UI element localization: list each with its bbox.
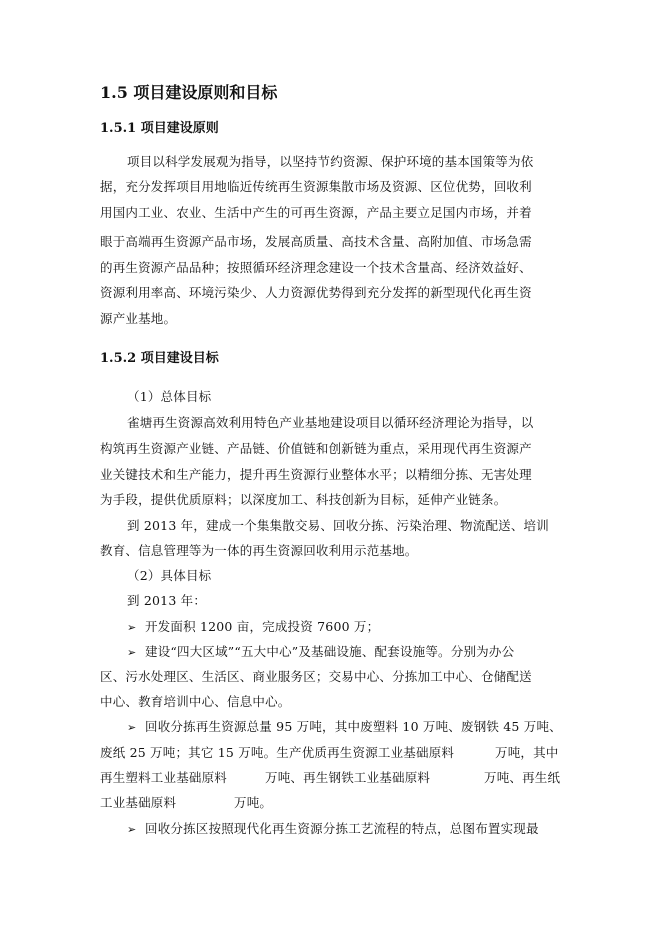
bullet-line-fragment: 万吨、再生纸 (484, 770, 561, 785)
paragraph-line: 源产业基地。 (100, 311, 177, 326)
bullet-line-fragment: 万吨，其中 (495, 745, 559, 760)
paragraph-line: 资源利用率高、环境污染少、人力资源优势得到充分发挥的新型现代化再生资 (100, 285, 532, 300)
specific-goal-heading: （2）具体目标 (127, 568, 212, 583)
bullet-item (127, 617, 379, 635)
paragraph-line: 到 2013 年，建成一个集集散交易、回收分拣、污染治理、物流配送、培训 (127, 518, 549, 533)
bullet-line (127, 642, 514, 660)
bullet-text: 回收分拣区按照现代化再生资源分拣工艺流程的特点，总图布置实现最 (145, 821, 539, 836)
arrow-bullet-icon: ➢ (127, 823, 137, 836)
arrow-bullet-icon: ➢ (127, 646, 137, 659)
paragraph-line: 项目以科学发展观为指导，以坚持节约资源、保护环境的基本国策等为依 (127, 154, 534, 169)
bullet-line-fragment: 万吨、再生钢铁工业基础原料 (265, 770, 431, 785)
paragraph-line: 雀塘再生资源高效利用特色产业基地建设项目以循环经济理论为指导，以 (127, 415, 534, 430)
paragraph-line: 构筑再生资源产业链、产品链、价值链和创新链为重点，采用现代再生资源产 (100, 441, 532, 456)
bullet-line: 区、污水处理区、生活区、商业服务区；交易中心、分拣加工中心、仓储配送 (100, 669, 532, 684)
bullet-item (127, 819, 539, 837)
bullet-line-fragment: 万吨。 (234, 795, 273, 810)
paragraph-line: 据，充分发挥项目用地临近传统再生资源集散市场及资源、区位优势，回收利 (100, 179, 532, 194)
bullet-text: 回收分拣再生资源总量 95 万吨，其中废塑料 10 万吨、废钢铁 45 万吨、 (145, 719, 562, 734)
bullet-line: 工业基础原料 (100, 795, 177, 810)
subsection-title-principles: 1.5.1 项目建设原则 (100, 121, 219, 136)
bullet-line: 废纸 25 万吨；其它 15 万吨。生产优质再生资源工业基础原料 (100, 745, 455, 760)
paragraph-line: 用国内工业、农业、生活中产生的可再生资源，产品主要立足国内市场，并着 (100, 205, 532, 220)
section-title: 1.5 项目建设原则和目标 (100, 83, 278, 102)
paragraph-line: 教育、信息管理等为一体的再生资源回收利用示范基地。 (100, 543, 418, 558)
overall-goal-heading: （1）总体目标 (127, 389, 212, 404)
bullet-line (127, 717, 562, 735)
by-2013-label: 到 2013 年： (127, 593, 207, 608)
subsection-title-goals: 1.5.2 项目建设目标 (100, 351, 219, 366)
bullet-text: 开发面积 1200 亩，完成投资 7600 万； (145, 619, 380, 634)
paragraph-line: 为手段，提供优质原料；以深度加工、科技创新为目标，延伸产业链条。 (100, 492, 507, 507)
bullet-line: 中心、教育培训中心、信息中心。 (100, 694, 291, 709)
paragraph-line: 眼于高端再生资源产品市场，发展高质量、高技术含量、高附加值、市场急需 (100, 234, 532, 249)
paragraph-line: 的再生资源产品品种；按照循环经济理念建设一个技术含量高、经济效益好、 (100, 260, 532, 275)
arrow-bullet-icon: ➢ (127, 621, 137, 634)
paragraph-line: 业关键技术和生产能力，提升再生资源行业整体水平；以精细分拣、无害处理 (100, 467, 532, 482)
arrow-bullet-icon: ➢ (127, 721, 137, 734)
bullet-line: 再生塑料工业基础原料 (100, 770, 228, 785)
bullet-text: 建设“四大区域”“五大中心”及基础设施、配套设施等。分别为办公 (145, 644, 515, 659)
